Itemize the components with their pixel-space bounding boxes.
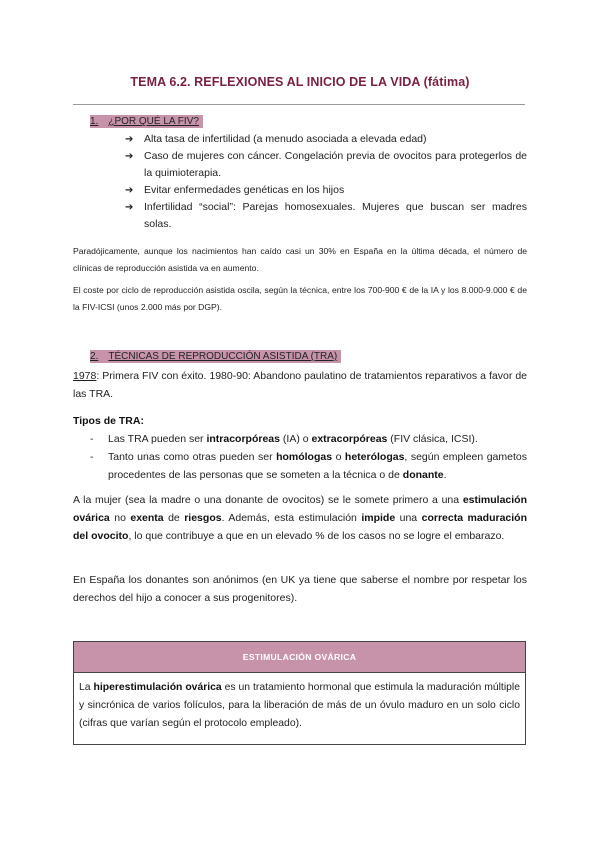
paragraph-births: Paradójicamente, aunque los nacimientos han caído casi un 30% en España en la última década, el número de clínicas de reproducción asistida va en aumento. <box>73 246 527 273</box>
definition-box-body: La hiperestimulación ovárica es un tratamiento hormonal que estimula la maduración múltiple y sincrónica de varios folículos, para la liberación de más de un óvulo maduro en un solo ciclo (cifras que varían según el protocolo empleado). <box>79 682 520 729</box>
reasons-list <box>125 131 527 233</box>
document-title: TEMA 6.2. REFLEXIONES AL INICIO DE LA VIDA (fátima) <box>130 75 470 89</box>
list-item: ➔ Caso de mujeres con cáncer. Congelación previa de ovocitos para protegerlos de la quimioterapia. <box>125 150 527 179</box>
section1-number: 1. <box>90 116 99 127</box>
section2-number: 2. <box>90 351 99 362</box>
list-item: ➔ Alta tasa de infertilidad (a menudo asociada a elevada edad) <box>125 131 527 148</box>
title-divider <box>73 104 525 105</box>
list-item: ➔ Evitar enfermedades genéticas en los hijos <box>125 182 527 199</box>
arrow-icon: ➔ <box>125 185 134 196</box>
list-item: - Las TRA pueden ser intracorpóreas (IA) o extracorpóreas (FIV clásica, ICSI). <box>90 433 478 445</box>
section2-heading <box>90 350 341 363</box>
list-item: - Tanto unas como otras pueden ser homólogas o heterólogas, según empleen gametos procedentes de las personas que se someten a la técnica o de donante. <box>90 451 527 481</box>
arrow-icon: ➔ <box>125 134 134 145</box>
history-year: 1978 <box>73 370 97 382</box>
paragraph-history: 1978: Primera FIV con éxito. 1980-90: Abandono paulatino de tratamientos reparativos a favor de las TRA. <box>73 370 527 400</box>
section1-title: ¿POR QUÉ LA FIV? <box>108 116 199 127</box>
paragraph-spain-donors: En España los donantes son anónimos (en UK ya tiene que saberse el nombre por respetar los derechos del hijo a conocer a sus progenitores). <box>73 574 527 604</box>
definition-box <box>73 641 526 745</box>
paragraph-stimulation: A la mujer (sea la madre o una donante de ovocitos) se le somete primero a una estimulación ovárica no exenta de riesgos. Además, esta estimulación impide una correcta maduración del ovocito, lo que contribuye a que en un elevado % de los casos no se logre el embarazo. <box>73 494 528 542</box>
section1-heading <box>90 115 203 128</box>
paragraph-cost: El coste por ciclo de reproducción asistida oscila, según la técnica, entre los 700-900 € de la IA y los 8.000-9.000 € de la FIV-ICSI (unos 2.000 más por DGP). <box>73 285 527 312</box>
list-item: ➔ Infertilidad “social”: Parejas homosexuales. Mujeres que buscan ser madres solas. <box>125 201 527 230</box>
types-label: Tipos de TRA: <box>73 415 144 427</box>
arrow-icon: ➔ <box>125 151 134 162</box>
types-list <box>90 430 527 484</box>
arrow-icon: ➔ <box>125 202 134 213</box>
section2-title: TÉCNICAS DE REPRODUCCIÓN ASISTIDA (TRA) <box>108 351 338 362</box>
definition-box-header: ESTIMULACIÓN OVÁRICA <box>74 642 525 673</box>
